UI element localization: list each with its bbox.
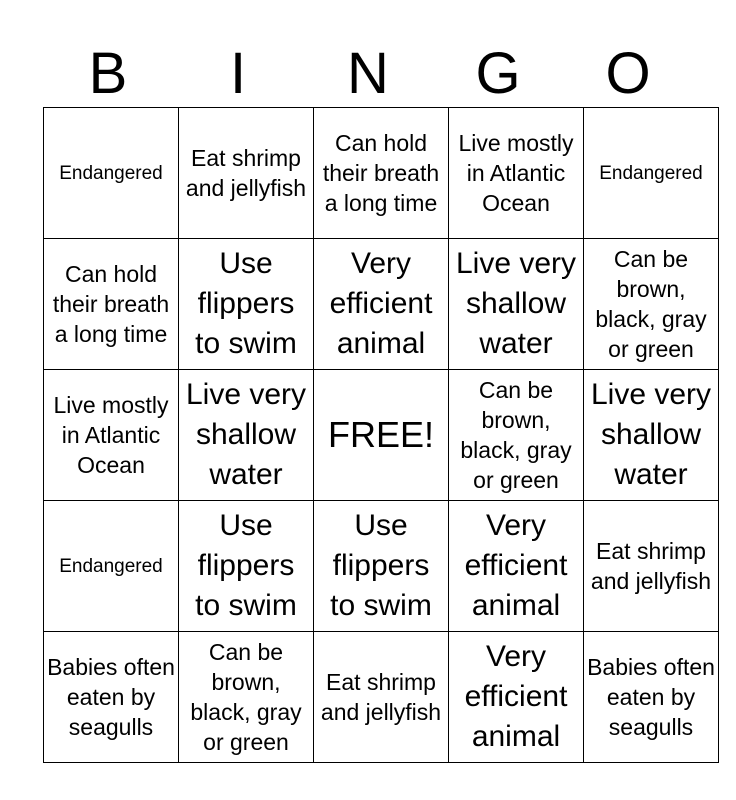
header-letter-n: N (347, 41, 389, 106)
bingo-cell[interactable]: Live very shallow water (584, 370, 719, 501)
bingo-header (43, 42, 693, 106)
bingo-board (43, 107, 719, 763)
bingo-cell[interactable]: Babies often eaten by seagulls (44, 632, 179, 763)
board-row (44, 108, 719, 239)
bingo-cell[interactable]: Use flippers to swim (314, 501, 449, 632)
header-letter-g: G (475, 41, 521, 106)
bingo-cell[interactable]: Endangered (44, 108, 179, 239)
header-letter-b: B (88, 41, 128, 106)
bingo-cell[interactable]: Can be brown, black, gray or green (584, 239, 719, 370)
bingo-cell[interactable]: Endangered (44, 501, 179, 632)
bingo-cell[interactable]: Use flippers to swim (179, 501, 314, 632)
bingo-cell[interactable]: Live mostly in Atlantic Ocean (449, 108, 584, 239)
board-row (44, 370, 719, 501)
bingo-cell[interactable]: Very efficient animal (314, 239, 449, 370)
header-letter-i: I (229, 41, 247, 106)
bingo-cell[interactable]: Very efficient animal (449, 632, 584, 763)
bingo-cell[interactable]: Eat shrimp and jellyfish (314, 632, 449, 763)
bingo-cell[interactable]: Endangered (584, 108, 719, 239)
board-row (44, 632, 719, 763)
bingo-cell[interactable]: Eat shrimp and jellyfish (179, 108, 314, 239)
header-letter-o: O (605, 41, 651, 106)
bingo-cell[interactable]: Eat shrimp and jellyfish (584, 501, 719, 632)
bingo-cell[interactable]: Live very shallow water (449, 239, 584, 370)
bingo-cell[interactable]: Can be brown, black, gray or green (179, 632, 314, 763)
bingo-cell[interactable]: Babies often eaten by seagulls (584, 632, 719, 763)
bingo-cell[interactable]: Very efficient animal (449, 501, 584, 632)
free-space-cell[interactable]: FREE! (314, 370, 449, 501)
bingo-cell[interactable]: Use flippers to swim (179, 239, 314, 370)
bingo-cell[interactable]: Can be brown, black, gray or green (449, 370, 584, 501)
bingo-cell[interactable]: Live mostly in Atlantic Ocean (44, 370, 179, 501)
board-row (44, 501, 719, 632)
bingo-cell[interactable]: Can hold their breath a long time (44, 239, 179, 370)
board-row (44, 239, 719, 370)
bingo-cell[interactable]: Can hold their breath a long time (314, 108, 449, 239)
bingo-cell[interactable]: Live very shallow water (179, 370, 314, 501)
